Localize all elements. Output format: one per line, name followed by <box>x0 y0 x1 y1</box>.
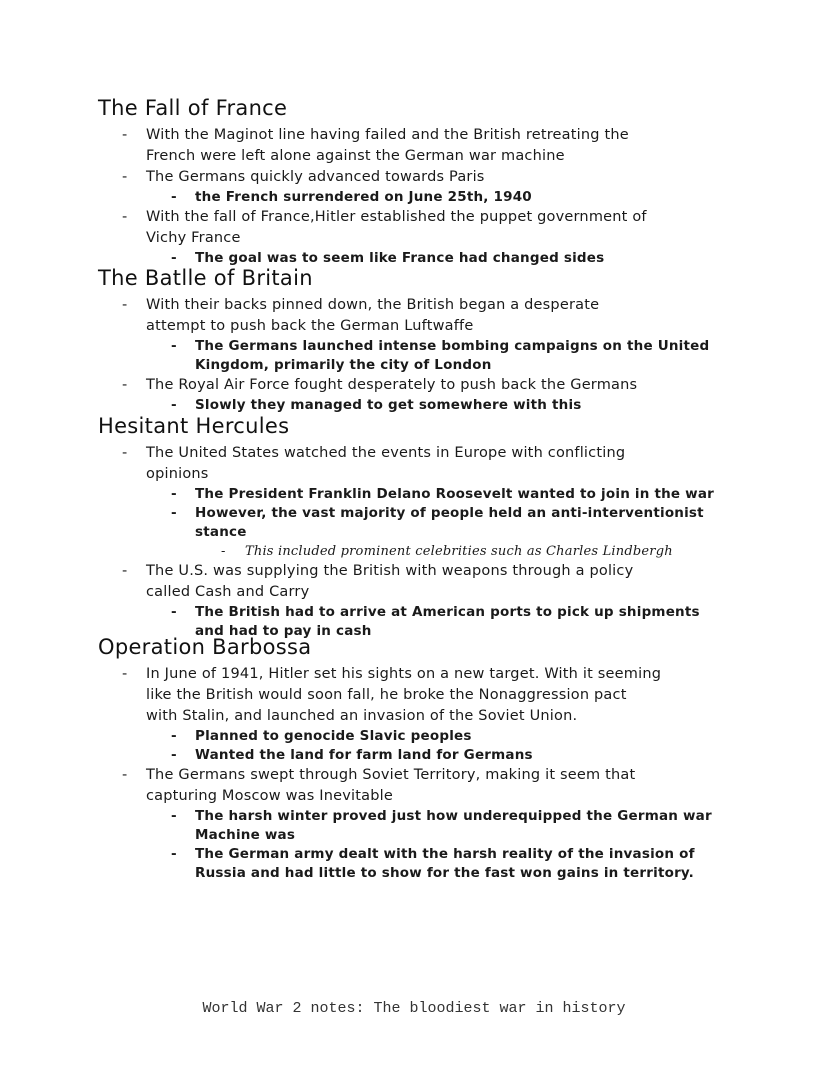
bullet-text: capturing Moscow was Inevitable <box>146 788 394 804</box>
bullet-text: The U.S. was supplying the British with weapons through a policy <box>146 563 634 579</box>
bullet-line-level-2 <box>195 864 694 883</box>
bullet-line-level-1 <box>122 295 600 316</box>
bullet-text: with Stalin, and launched an invasion of the Soviet Union. <box>146 708 578 724</box>
bullet-line-level-1 <box>146 582 309 603</box>
bullet-dash: - <box>171 486 177 502</box>
bullet-dash: - <box>171 250 177 266</box>
bullet-dash: - <box>171 747 177 763</box>
bullet-line-level-1 <box>122 443 626 464</box>
bullet-text: However, the vast majority of people held an anti-interventionist <box>195 505 704 521</box>
bullet-line-level-2 <box>171 727 472 746</box>
bullet-line-level-2 <box>171 603 700 622</box>
bullet-line-level-1 <box>146 786 393 807</box>
bullet-line-level-2 <box>195 826 295 845</box>
bullet-dash: - <box>171 846 177 862</box>
bullet-dash: - <box>171 397 177 413</box>
bullet-line-level-1 <box>122 765 636 786</box>
bullet-line-level-1 <box>122 167 485 188</box>
bullet-line-level-2 <box>171 807 712 826</box>
bullet-dash: - <box>171 728 177 744</box>
bullet-text: The German army dealt with the harsh reality of the invasion of <box>195 846 695 862</box>
bullet-dash: - <box>171 505 177 521</box>
bullet-text: The goal was to seem like France had changed sides <box>195 250 605 266</box>
bullet-line-level-2 <box>171 188 532 207</box>
bullet-text: called Cash and Carry <box>146 584 310 600</box>
bullet-line-level-2 <box>171 396 582 415</box>
bullet-line-level-1 <box>146 228 241 249</box>
bullet-line-level-1 <box>122 125 629 146</box>
bullet-line-level-1 <box>122 664 662 685</box>
bullet-text: French were left alone against the German war machine <box>146 148 565 164</box>
bullet-text: With their backs pinned down, the British began a desperate <box>146 297 600 313</box>
bullet-line-level-1 <box>146 146 565 167</box>
bullet-dash: - <box>122 666 128 682</box>
bullet-text: opinions <box>146 466 209 482</box>
bullet-dash: - <box>122 209 128 225</box>
bullet-text: and had to pay in cash <box>195 623 372 639</box>
bullet-dash: - <box>122 169 128 185</box>
bullet-line-level-1 <box>146 464 209 485</box>
section-heading: Hesitant Hercules <box>98 414 290 438</box>
bullet-line-level-2 <box>171 485 714 504</box>
bullet-dash: - <box>221 544 226 559</box>
bullet-text: attempt to push back the German Luftwaffe <box>146 318 474 334</box>
bullet-line-level-1 <box>146 706 577 727</box>
bullet-text: The British had to arrive at American ports to pick up shipments <box>195 604 700 620</box>
bullet-text: With the fall of France,Hitler established the puppet government of <box>146 209 647 225</box>
section-heading: Operation Barbossa <box>98 635 312 659</box>
bullet-dash: - <box>171 338 177 354</box>
bullet-text: stance <box>195 524 247 540</box>
bullet-text: Russia and had little to show for the fast won gains in territory. <box>195 865 695 881</box>
section-heading: The Fall of France <box>98 96 288 120</box>
bullet-dash: - <box>171 189 177 205</box>
bullet-text: The Germans launched intense bombing campaigns on the United <box>195 338 710 354</box>
bullet-text: Kingdom, primarily the city of London <box>195 357 492 373</box>
bullet-line-level-2 <box>171 845 695 864</box>
bullet-text: The Royal Air Force fought desperately to push back the Germans <box>146 377 638 393</box>
bullet-dash: - <box>122 297 128 313</box>
bullet-text: the French surrendered on June 25th, 1940 <box>195 189 532 205</box>
bullet-line-level-2 <box>171 746 533 765</box>
bullet-dash: - <box>171 808 177 824</box>
section-heading: The Batlle of Britain <box>98 266 313 290</box>
bullet-text: Planned to genocide Slavic peoples <box>195 728 472 744</box>
bullet-line-level-2 <box>195 523 247 542</box>
bullet-line-level-1 <box>146 316 473 337</box>
bullet-text: Slowly they managed to get somewhere with this <box>195 397 582 413</box>
bullet-dash: - <box>171 604 177 620</box>
bullet-line-level-2 <box>195 356 492 375</box>
page-footer: World War 2 notes: The bloodiest war in history <box>202 1000 626 1017</box>
bullet-line-level-1 <box>122 207 647 228</box>
bullet-line-level-3 <box>221 542 673 561</box>
bullet-text: This included prominent celebrities such as Charles Lindbergh <box>245 544 673 559</box>
bullet-text: With the Maginot line having failed and the British retreating the <box>146 127 629 143</box>
bullet-dash: - <box>122 377 128 393</box>
bullet-dash: - <box>122 127 128 143</box>
bullet-line-level-2 <box>171 337 710 356</box>
bullet-text: like the British would soon fall, he broke the Nonaggression pact <box>146 687 627 703</box>
bullet-text: Vichy France <box>146 230 241 246</box>
bullet-line-level-1 <box>122 375 638 396</box>
bullet-text: Wanted the land for farm land for Germans <box>195 747 533 763</box>
bullet-text: In June of 1941, Hitler set his sights on a new target. With it seeming <box>146 666 662 682</box>
bullet-text: The Germans quickly advanced towards Paris <box>146 169 485 185</box>
bullet-dash: - <box>122 445 128 461</box>
bullet-line-level-1 <box>122 561 634 582</box>
bullet-dash: - <box>122 767 128 783</box>
bullet-text: The President Franklin Delano Roosevelt wanted to join in the war <box>195 486 714 502</box>
bullet-line-level-1 <box>146 685 627 706</box>
bullet-text: Machine was <box>195 827 296 843</box>
bullet-text: The Germans swept through Soviet Territory, making it seem that <box>146 767 636 783</box>
bullet-line-level-2 <box>171 504 704 523</box>
bullet-text: The harsh winter proved just how underequipped the German war <box>195 808 712 824</box>
bullet-dash: - <box>122 563 128 579</box>
bullet-text: The United States watched the events in Europe with conflicting <box>146 445 626 461</box>
